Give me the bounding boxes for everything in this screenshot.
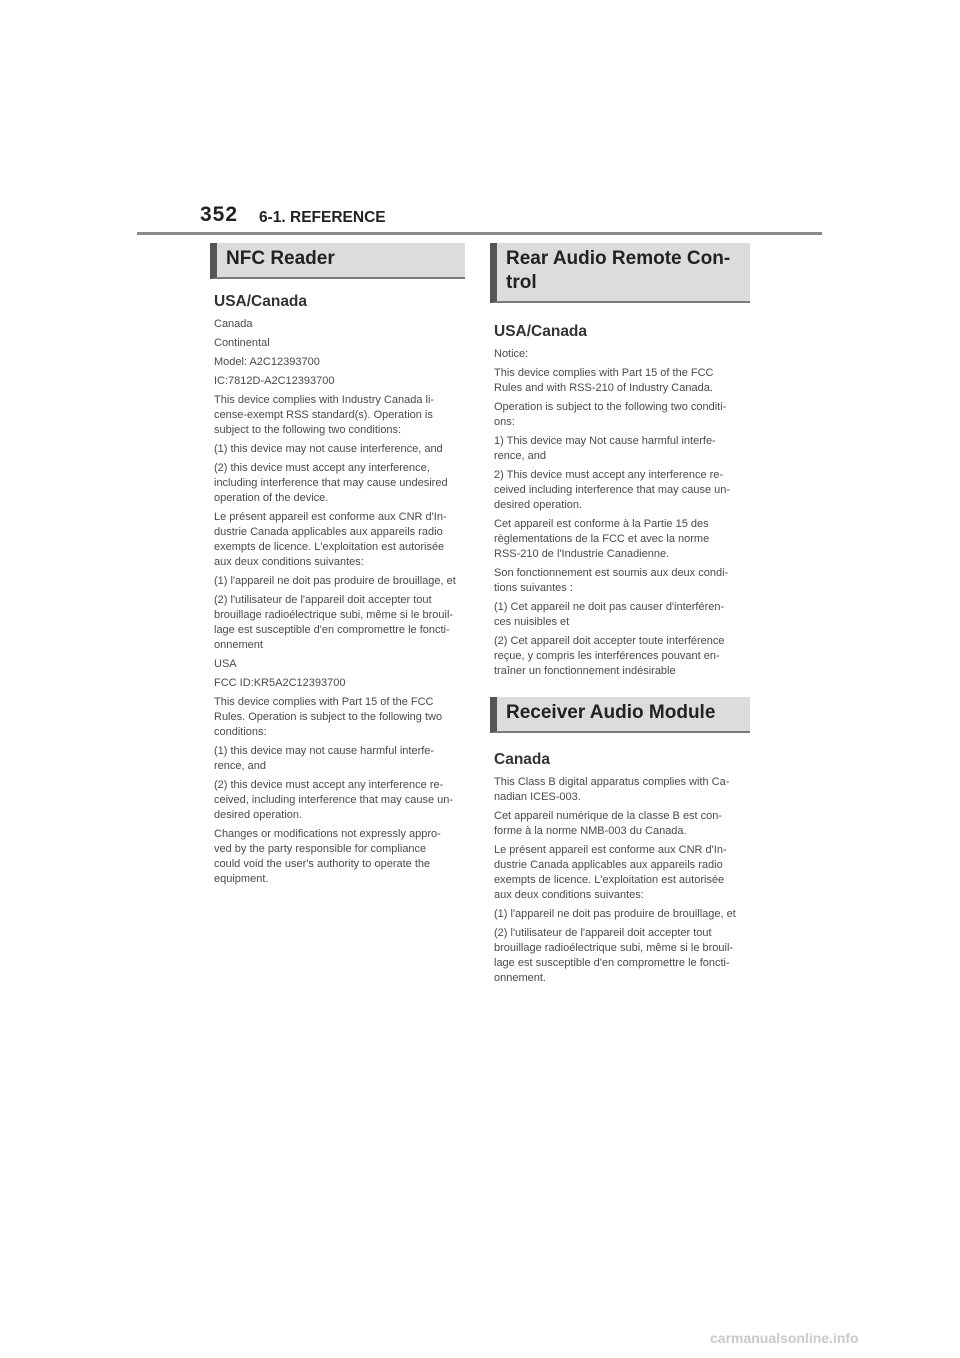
paragraph: (1) l'appareil ne doit pas produire de brouillage, et <box>214 575 456 587</box>
paragraph: Model: A2C12393700 <box>214 356 320 368</box>
paragraph: Son fonctionnement est soumis aux deux condi- tions suivantes : <box>494 567 729 594</box>
paragraph: Changes or modifications not expressly appro- ved by the party responsible for compliance could void the user's authority to operate the equipment. <box>214 828 441 885</box>
paragraph: 2) This device must accept any interference re- ceived including interference that may cause un- desired operation. <box>494 469 731 511</box>
paragraph: Cet appareil numérique de la classe B est con- forme à la norme NMB-003 du Canada. <box>494 810 723 837</box>
paragraph: Canada <box>214 318 253 330</box>
paragraph: (1) this device may not cause harmful interfe- rence, and <box>214 745 435 772</box>
left-subheading: USA/Canada <box>214 293 308 310</box>
left-paragraphs <box>210 317 465 887</box>
receiver-audio-heading: Receiver Audio Module <box>490 697 750 733</box>
paragraph: This device complies with Part 15 of the FCC Rules. Operation is subject to the following two conditions: <box>214 696 443 738</box>
header-rule <box>137 232 822 235</box>
paragraph: (2) l'utilisateur de l'appareil doit accepter tout brouillage radioélectrique subi, même si le brouil- lage est susceptible d'en compromettre le foncti- onnement. <box>494 927 734 984</box>
paragraph: 1) This device may Not cause harmful interfe- rence, and <box>494 435 716 462</box>
right-subheading-1: USA/Canada <box>494 323 588 340</box>
section-title: 6-1. REFERENCE <box>259 209 386 226</box>
paragraph: (1) Cet appareil ne doit pas causer d'interféren- ces nuisibles et <box>494 601 725 628</box>
page-number: 352 <box>200 203 239 226</box>
paragraph: Le présent appareil est conforme aux CNR d'In- dustrie Canada applicables aux appareils radio exempts de licence. L'exploitation est autorisée aux deux conditions suivantes: <box>494 844 727 901</box>
paragraph: (2) l'utilisateur de l'appareil doit accepter tout brouillage radioélectrique subi, même si le brouil- lage est susceptible d'en compromettre le foncti- onnement <box>214 594 454 651</box>
paragraph: (1) this device may not cause interference, and <box>214 443 443 455</box>
paragraph: (2) this device must accept any interference re- ceived, including interference that may cause un- desired operation. <box>214 779 454 821</box>
paragraph: USA <box>214 658 237 670</box>
paragraph: (2) this device must accept any interference, including interference that may cause undesired operation of the device. <box>214 462 448 504</box>
right-paragraphs-1 <box>490 347 750 679</box>
paragraph: Operation is subject to the following two conditi- ons: <box>494 401 727 428</box>
right-paragraphs-2 <box>490 775 750 986</box>
paragraph: IC:7812D-A2C12393700 <box>214 375 335 387</box>
right-subheading-2: Canada <box>494 751 550 768</box>
paragraph: This device complies with Industry Canada li- cense-exempt RSS standard(s). Operation is subject to the following two conditions: <box>214 394 435 436</box>
paragraph: Continental <box>214 337 270 349</box>
watermark: carmanualsonline.info <box>710 1330 859 1346</box>
paragraph: This device complies with Part 15 of the FCC Rules and with RSS-210 of Industry Canada. <box>494 367 714 394</box>
paragraph: (2) Cet appareil doit accepter toute interférence reçue, y compris les interférences pouvant en- traîner un fonctionnement indésirable <box>494 635 725 677</box>
paragraph: This Class B digital apparatus complies with Ca- nadian ICES-003. <box>494 776 730 803</box>
paragraph: FCC ID:KR5A2C12393700 <box>214 677 346 689</box>
paragraph: Notice: <box>494 348 529 360</box>
paragraph: Le présent appareil est conforme aux CNR d'In- dustrie Canada applicables aux appareils radio exempts de licence. L'exploitation est autorisée aux deux conditions suivantes: <box>214 511 447 568</box>
paragraph: (1) l'appareil ne doit pas produire de brouillage, et <box>494 908 736 920</box>
paragraph: Cet appareil est conforme à la Partie 15 des règlementations de la FCC et avec la norme RSS-210 de l'Industrie Canadienne. <box>494 518 710 560</box>
nfc-reader-heading: NFC Reader <box>210 243 465 279</box>
rear-audio-heading: Rear Audio Remote Con- trol <box>490 243 750 303</box>
left-column <box>210 243 465 891</box>
right-column <box>490 243 750 990</box>
